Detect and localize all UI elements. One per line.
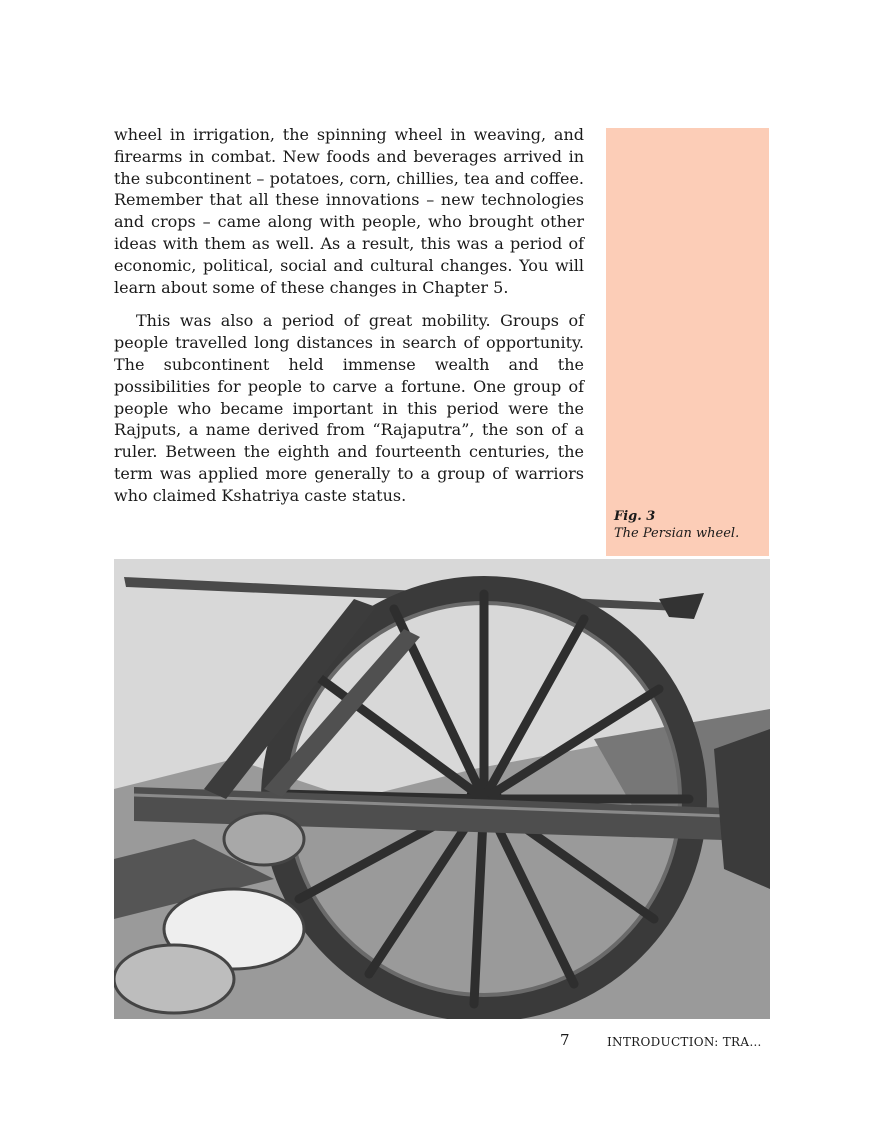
page-number: 7 bbox=[560, 1031, 570, 1049]
sidebar-panel bbox=[606, 128, 769, 556]
paragraph-1: wheel in irrigation, the spinning wheel in weaving, and firearms in combat. New foods and beverages arrived in the subcontinent – potatoes, corn, chillies, tea and coffee. Remember that all these innovations – new technologies and crops – came along with people, who brought other ideas with them as well. As a result, this was a period of economic, political, social and cultural changes. You will learn about some of these changes in Chapter 5. bbox=[114, 125, 584, 297]
figure-label: Fig. 3 bbox=[614, 509, 656, 524]
main-text-column bbox=[114, 124, 584, 507]
running-title: INTRODUCTION: TRA… bbox=[607, 1035, 762, 1049]
paragraph-2: This was also a period of great mobility. Groups of people travelled long distances in search of opportunity. The subcontinent held immense wealth and the possibilities for people to carve a fortune. One group of people who became important in this period were the Rajputs, a name derived from “Rajaputra”, the son of a ruler. Between the eighth and fourteenth centuries, the term was applied more generally to a group of warriors who claimed Kshatriya caste status. bbox=[114, 311, 584, 505]
figure-caption bbox=[614, 508, 739, 542]
figure-caption-text: The Persian wheel. bbox=[614, 526, 740, 541]
persian-wheel-photo bbox=[114, 559, 770, 1019]
persian-wheel-illustration bbox=[114, 559, 770, 1019]
